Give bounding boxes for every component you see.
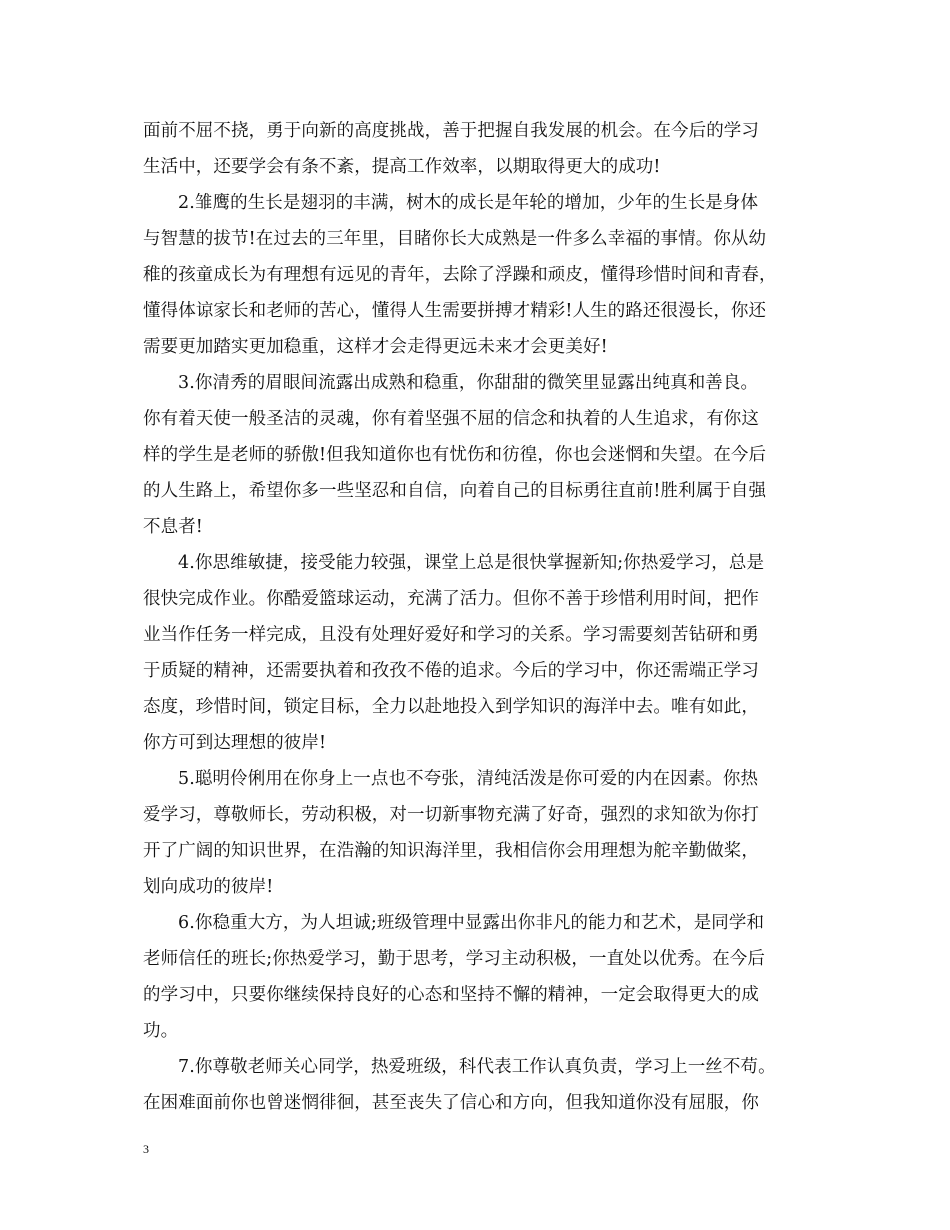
text-line: 懂得体谅家长和老师的苦心，懂得人生需要拼搏才精彩!人生的路还很漫长，你还 bbox=[143, 301, 767, 321]
text-line: 面前不屈不挠，勇于向新的高度挑战，善于把握自我发展的机会。在今后的学习 bbox=[143, 121, 759, 141]
paragraph-4-first-line: 4.你思维敏捷，接受能力较强，课堂上总是很快掌握新知;你热爱学习，总是 bbox=[178, 553, 765, 573]
text-line: 很快完成作业。你酷爱篮球运动，充满了活力。但你不善于珍惜利用时间，把作 bbox=[143, 589, 759, 609]
text-line: 划向成功的彼岸! bbox=[143, 877, 274, 897]
text-line: 与智慧的拔节!在过去的三年里，目睹你长大成熟是一件多么幸福的事情。你从幼 bbox=[143, 229, 767, 249]
text-line: 稚的孩童成长为有理想有远见的青年，去除了浮躁和顽皮，懂得珍惜时间和青春， bbox=[143, 265, 777, 285]
paragraph-3-first-line: 3.你清秀的眉眼间流露出成熟和稳重，你甜甜的微笑里显露出纯真和善良。 bbox=[178, 373, 759, 393]
text-line: 样的学生是老师的骄傲!但我知道你也有忧伤和彷徨，你也会迷惘和失望。在今后 bbox=[143, 445, 767, 465]
text-line: 的学习中，只要你继续保持良好的心态和坚持不懈的精神，一定会取得更大的成 bbox=[143, 985, 759, 1005]
text-line: 需要更加踏实更加稳重，这样才会走得更远未来才会更美好! bbox=[143, 337, 608, 357]
paragraph-2-first-line: 2.雏鹰的生长是翅羽的丰满，树木的成长是年轮的增加，少年的生长是身体 bbox=[178, 193, 759, 213]
text-line: 你方可到达理想的彼岸! bbox=[143, 733, 327, 753]
paragraph-7-first-line: 7.你尊敬老师关心同学，热爱班级，科代表工作认真负责，学习上一丝不苟。 bbox=[178, 1057, 776, 1077]
text-line: 功。 bbox=[143, 1021, 179, 1041]
text-line: 老师信任的班长;你热爱学习，勤于思考，学习主动积极，一直处以优秀。在今后 bbox=[143, 949, 765, 969]
text-line: 在困难面前你也曾迷惘徘徊，甚至丧失了信心和方向，但我知道你没有屈服，你 bbox=[143, 1093, 759, 1113]
page-number: 3 bbox=[143, 1142, 149, 1156]
text-line: 态度，珍惜时间，锁定目标，全力以赴地投入到学知识的海洋中去。唯有如此， bbox=[143, 697, 759, 717]
text-line: 你有着天使一般圣洁的灵魂，你有着坚强不屈的信念和执着的人生追求，有你这 bbox=[143, 409, 759, 429]
text-line: 业当作任务一样完成，且没有处理好爱好和学习的关系。学习需要刻苦钻研和勇 bbox=[143, 625, 759, 645]
text-line: 于质疑的精神，还需要执着和孜孜不倦的追求。今后的学习中，你还需端正学习 bbox=[143, 661, 759, 681]
text-line: 生活中，还要学会有条不紊，提高工作效率，以期取得更大的成功! bbox=[143, 157, 661, 177]
text-line: 的人生路上，希望你多一些坚忍和自信，向着自己的目标勇往直前!胜利属于自强 bbox=[143, 481, 767, 501]
paragraph-5-first-line: 5.聪明伶俐用在你身上一点也不夸张，清纯活泼是你可爱的内在因素。你热 bbox=[178, 769, 759, 789]
text-line: 不息者! bbox=[143, 517, 203, 537]
text-line: 爱学习，尊敬师长，劳动积极，对一切新事物充满了好奇，强烈的求知欲为你打 bbox=[143, 805, 759, 825]
paragraph-6-first-line: 6.你稳重大方，为人坦诚;班级管理中显露出你非凡的能力和艺术，是同学和 bbox=[178, 913, 765, 933]
text-line: 开了广阔的知识世界，在浩瀚的知识海洋里，我相信你会用理想为舵辛勤做桨， bbox=[143, 841, 759, 861]
